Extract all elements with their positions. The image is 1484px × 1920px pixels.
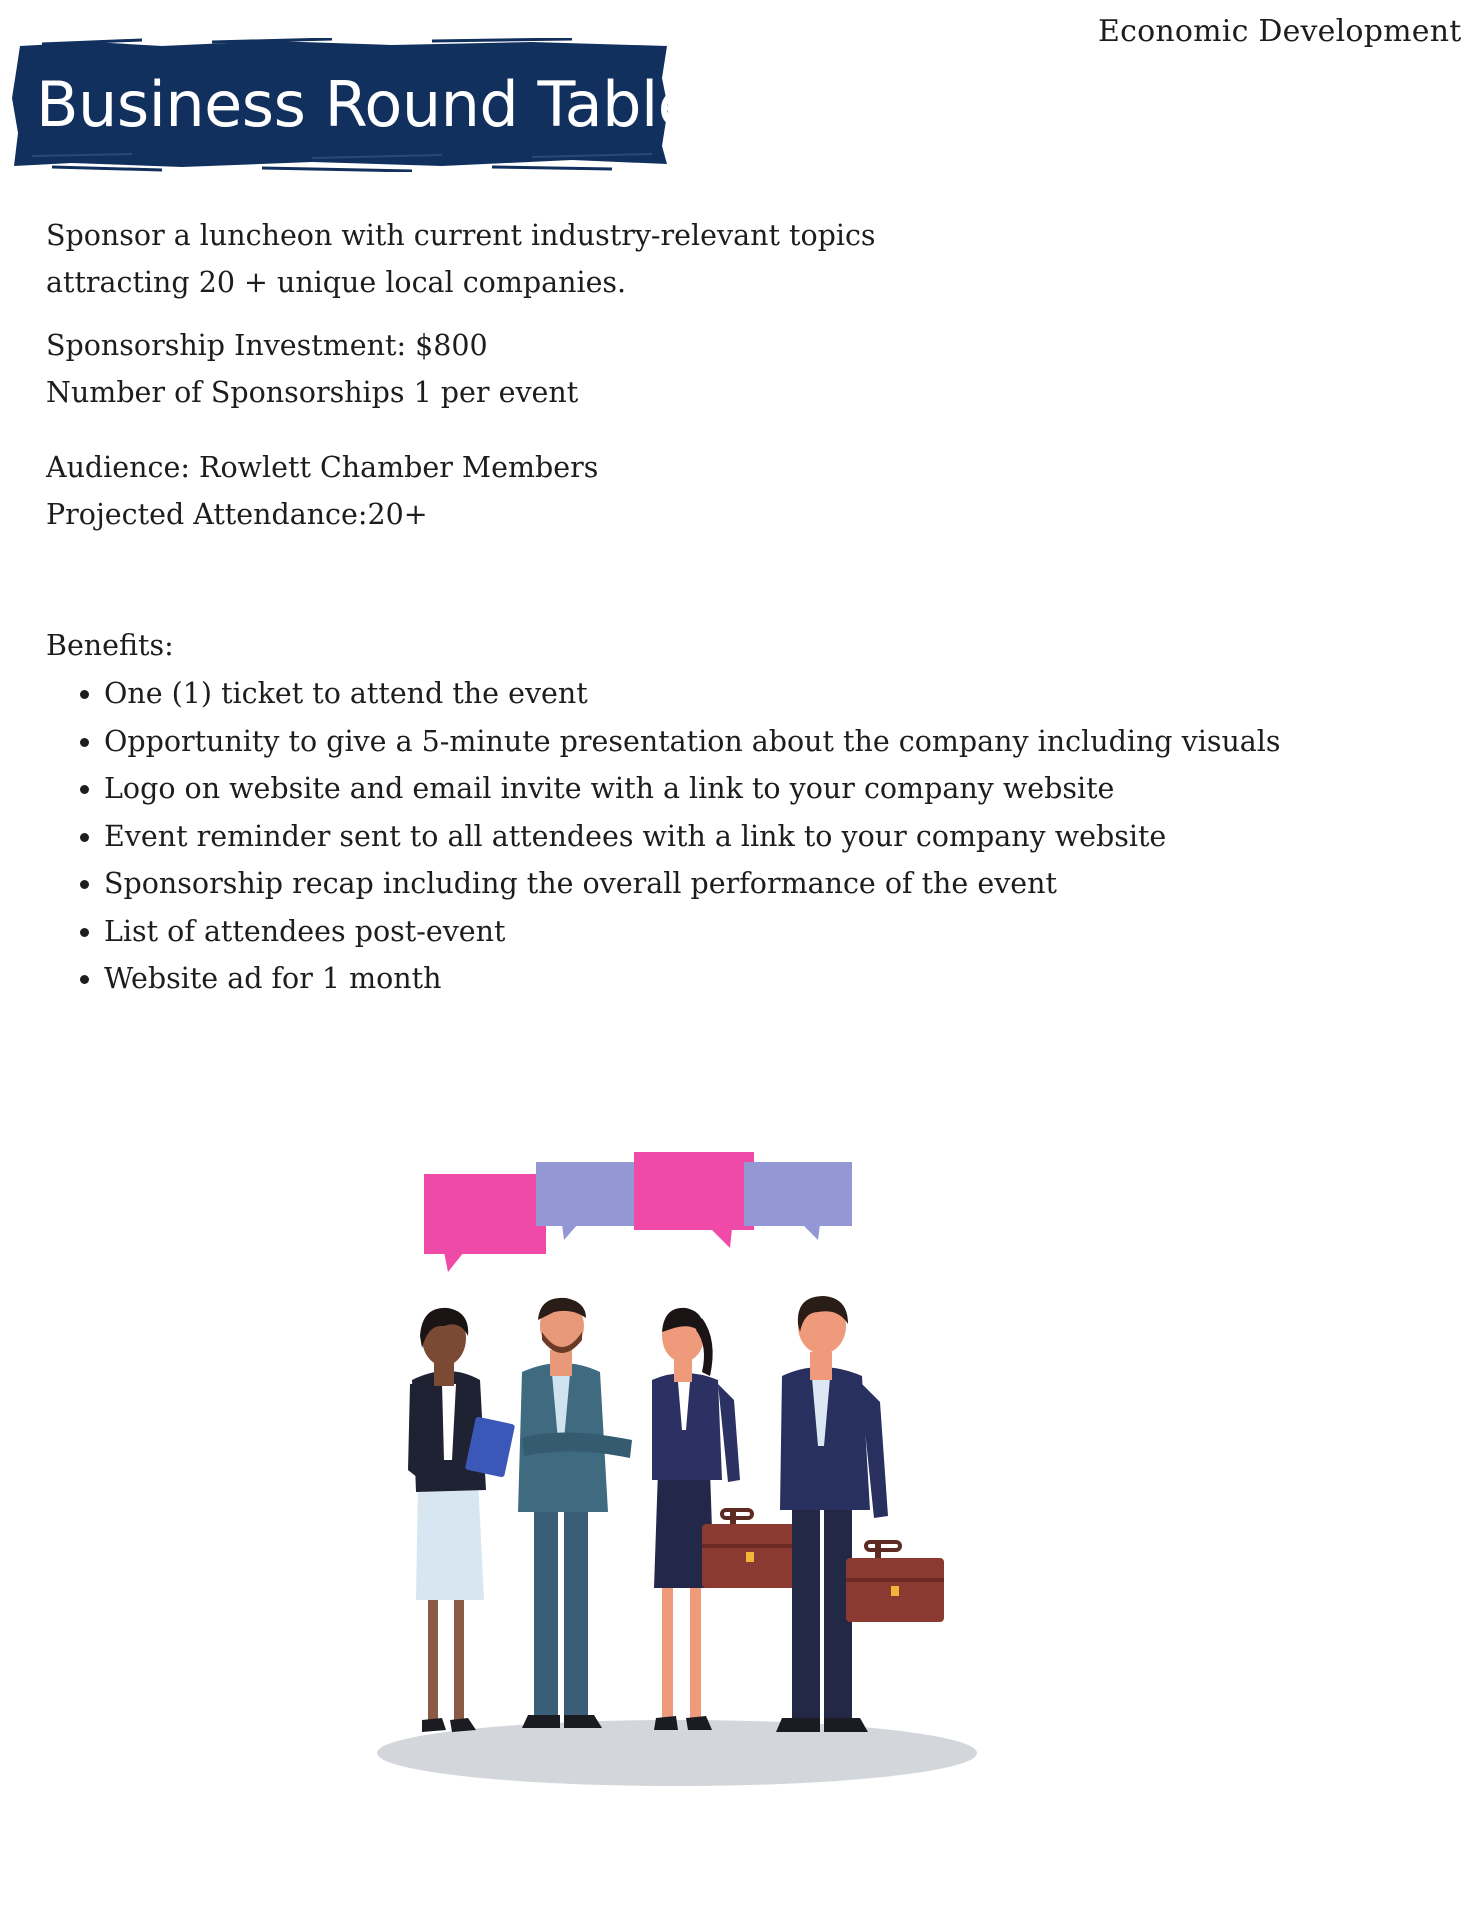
intro-paragraph: Sponsor a luncheon with current industry-relevant topics attracting 20 + unique local companies. xyxy=(46,219,876,299)
businessman-figure xyxy=(776,1296,944,1732)
benefit-item: • Sponsorship recap including the overall performance of the event xyxy=(104,860,1444,908)
businessman-figure xyxy=(518,1298,632,1728)
page-title: Business Round Table xyxy=(36,68,696,141)
page-category: Economic Development xyxy=(1098,14,1462,49)
benefit-item: • Event reminder sent to all attendees with a link to your company website xyxy=(104,813,1444,861)
benefits-heading: Benefits: xyxy=(46,629,174,662)
speech-bubble-icon xyxy=(634,1152,754,1248)
speech-bubble-icon xyxy=(744,1162,852,1240)
benefit-item: • Logo on website and email invite with a link to your company website xyxy=(104,765,1444,813)
audience-text: Audience: Rowlett Chamber Members xyxy=(46,451,599,484)
business-people-illustration xyxy=(372,1140,992,1790)
sponsorship-count: Number of Sponsorships 1 per event xyxy=(46,376,579,409)
benefit-item: • Opportunity to give a 5-minute presentation about the company including visuals xyxy=(104,718,1444,766)
audience-details xyxy=(46,444,1426,538)
benefit-item: • One (1) ticket to attend the event xyxy=(104,670,1444,718)
sponsorship-investment: Sponsorship Investment: $800 xyxy=(46,329,488,362)
projected-attendance: Projected Attendance:20+ xyxy=(46,498,428,531)
businesswoman-figure xyxy=(652,1308,798,1730)
speech-bubble-icon xyxy=(424,1174,546,1272)
businesswoman-figure xyxy=(408,1308,515,1732)
benefits-list xyxy=(46,670,1444,1003)
speech-bubble-icon xyxy=(536,1162,646,1240)
sponsorship-details xyxy=(46,322,1426,416)
benefit-item: • Website ad for 1 month xyxy=(104,955,1444,1003)
title-banner xyxy=(12,38,696,172)
benefit-item: • List of attendees post-event xyxy=(104,908,1444,956)
